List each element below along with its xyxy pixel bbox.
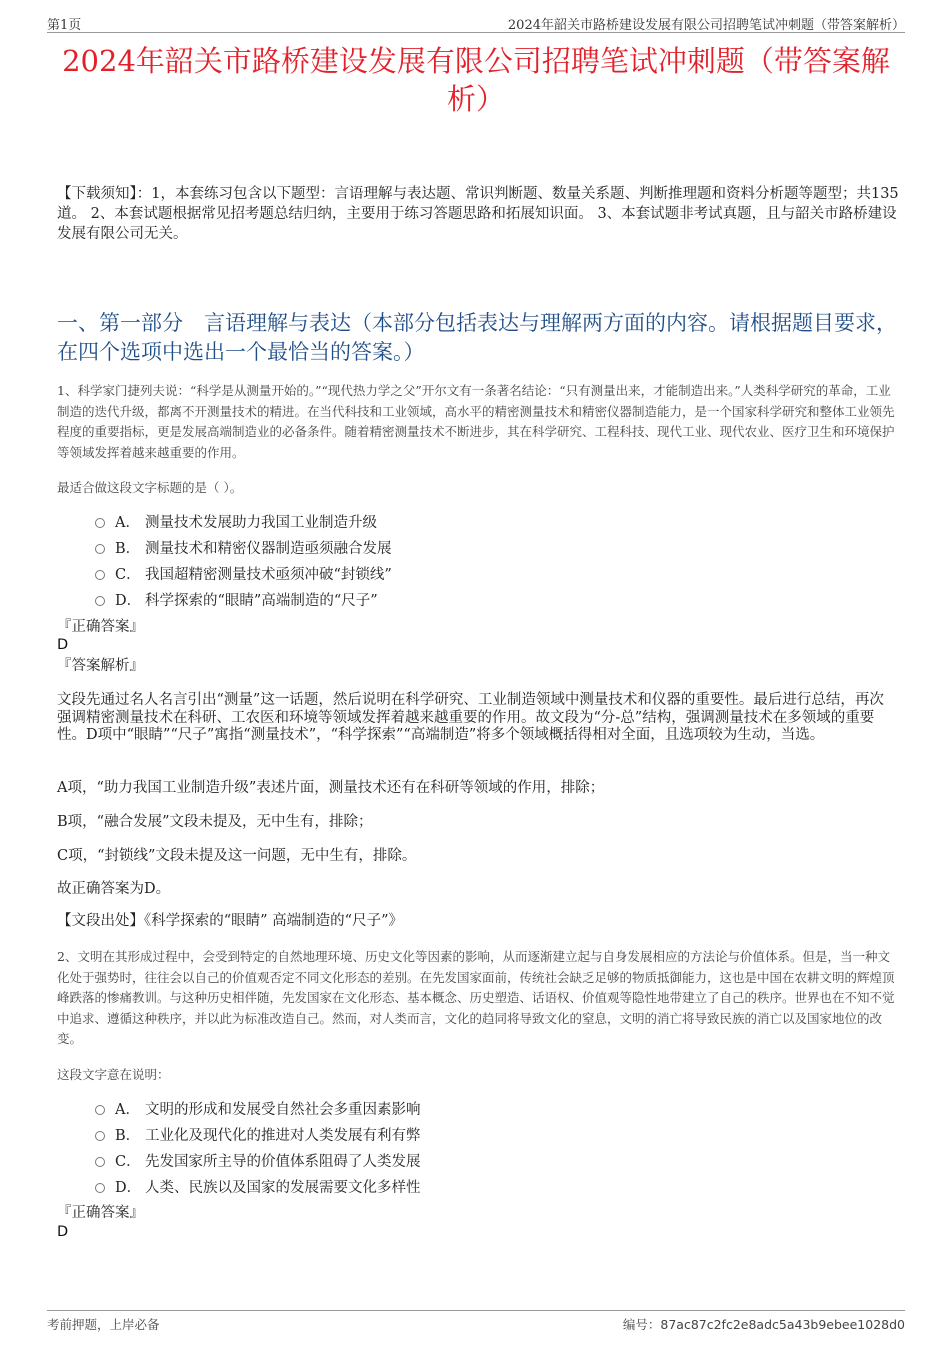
question-1-text: 1、科学家门捷列夫说：“科学是从测量开始的。”“现代热力学之父”开尔文有一条著名结论：“只有测量出来，才能制造出来。”人类科学研究的革命，工业制造的迭代升级，都离不开测量技术的精进。在当代科技和工业领域，高水平的精密测量技术和精密仪器制造能力，是一个国家科学研究和整体工业领先程度的重要指标，更是发展高端制造业的必备条件。随着精密测量技术不断进步，其在科学研究、工程科技、现代工业、现代农业、医疗卫生和环境保护等领域发挥着越来越重要的作用。 [57,383,895,460]
answer-value: D [57,1224,69,1240]
question-1-options [95,508,392,612]
document-title: 2024年韶关市路桥建设发展有限公司招聘笔试冲刺题（带答案解析） [62,44,890,116]
option-text: 我国超精密测量技术亟须冲破“封锁线” [145,566,392,583]
radio-icon[interactable] [95,1183,105,1193]
question-1-prompt: 最适合做这段文字标题的是（ ）。 [57,480,243,495]
option-b[interactable]: B． 工业化及现代化的推进对人类发展有利有弊 [95,1121,421,1147]
page-footer [47,1310,905,1333]
radio-icon[interactable] [95,596,105,606]
option-text: 科学探索的“眼睛”高端制造的“尺子” [145,592,378,609]
footer-code [623,1315,905,1333]
question-2-options [95,1095,421,1199]
option-d[interactable]: D． 人类、民族以及国家的发展需要文化多样性 [95,1173,421,1199]
radio-icon[interactable] [95,1131,105,1141]
footer-slogan: 考前押题，上岸必备 [47,1317,160,1332]
option-text: 测量技术发展助力我国工业制造升级 [145,514,377,531]
page-header [47,12,905,33]
download-notice: 【下载须知】：1，本套练习包含以下题型：言语理解与表达题、常识判断题、数量关系题、判断推理题和资料分析题等题型；共135道。 2、本套试题根据常见招考题总结归纳，主要用于练习答题思路和拓展知识面。 3、本套试题非考试真题，且与韶关市路桥建设发展有限公司无关。 [57,186,899,242]
radio-icon[interactable] [95,544,105,554]
code-label: 编号： [622,1317,661,1332]
analysis-option-b: B项，“融合发展”文段未提及，无中生有，排除； [57,814,373,830]
header-doc-title: 2024年韶关市路桥建设发展有限公司招聘笔试冲刺题（带答案解析） [507,18,905,33]
analysis-source: 【文段出处】《科学探索的“眼睛” 高端制造的“尺子”》 [57,913,404,929]
option-b[interactable]: B． 测量技术和精密仪器制造亟须融合发展 [95,534,392,560]
option-d[interactable]: D． 科学探索的“眼睛”高端制造的“尺子” [95,586,392,612]
option-text: 文明的形成和发展受自然社会多重因素影响 [145,1101,421,1118]
question-2-text: 2、文明在其形成过程中，会受到特定的自然地理环境、历史文化等因素的影响，从而逐渐建立起与自身发展相应的方法论与价值体系。但是，当一种文化处于强势时，往往会以自己的价值观否定不同文化形态的差别。在先发国家面前，传统社会缺乏足够的物质抵御能力，这也是中国在农耕文明的辉煌顶峰跌落的惨痛教训。与这种历史相伴随，先发国家在文化形态、基本概念、历史塑造、话语权、价值观等隐性地带建立了自己的秩序。世界也在不知不觉中追求、遵循这种秩序，并以此为标准改造自己。然而，对人类而言，文化的趋同将导致文化的窒息，文明的消亡将导致民族的消亡以及国家地位的改变。 [57,949,895,1046]
option-a[interactable]: A． 文明的形成和发展受自然社会多重因素影响 [95,1095,421,1121]
radio-icon[interactable] [95,1157,105,1167]
radio-icon[interactable] [95,518,105,528]
option-c[interactable]: C． 我国超精密测量技术亟须冲破“封锁线” [95,560,392,586]
option-c[interactable]: C． 先发国家所主导的价值体系阻碍了人类发展 [95,1147,421,1173]
answer-label: 『正确答案』 [57,1205,144,1221]
option-text: 先发国家所主导的价值体系阻碍了人类发展 [145,1153,421,1170]
question-2-prompt: 这段文字意在说明： [57,1067,170,1082]
option-text: 测量技术和精密仪器制造亟须融合发展 [145,540,392,557]
option-text: 工业化及现代化的推进对人类发展有利有弊 [145,1127,421,1144]
section-heading: 一、第一部分 言语理解与表达（本部分包括表达与理解两方面的内容。请根据题目要求，在四个选项中选出一个最恰当的答案。） [57,311,897,364]
radio-icon[interactable] [95,570,105,580]
radio-icon[interactable] [95,1105,105,1115]
answer-label: 『正确答案』 [57,619,144,635]
page-number: 第1页 [47,18,82,33]
code-value: 87ac87c2fc2e8adc5a43b9ebee1028d0 [660,1317,905,1332]
analysis-option-c: C项，“封锁线”文段未提及这一问题，无中生有，排除。 [57,848,417,864]
option-a[interactable]: A． 测量技术发展助力我国工业制造升级 [95,508,392,534]
analysis-option-a: A项，“助力我国工业制造升级”表述片面，测量技术还有在科研等领域的作用，排除； [57,780,605,796]
analysis-label: 『答案解析』 [57,658,144,674]
analysis-conclusion: 故正确答案为D。 [57,881,171,897]
option-text: 人类、民族以及国家的发展需要文化多样性 [145,1179,421,1196]
analysis-paragraph: 文段先通过名人名言引出“测量”这一话题，然后说明在科学研究、工业制造领域中测量技术和仪器的重要性。最后进行总结，再次强调精密测量技术在科研、工农医和环境等领域发挥着越来越重要的作用。故文段为“分-总”结构，强调测量技术在多领域的重要性。D项中“眼睛”“尺子”寓指“测量技术”，“科学探索”“高端制造”将多个领域概括得相对全面，且选项较为生动，当选。 [57,692,884,743]
answer-value: D [57,637,69,653]
